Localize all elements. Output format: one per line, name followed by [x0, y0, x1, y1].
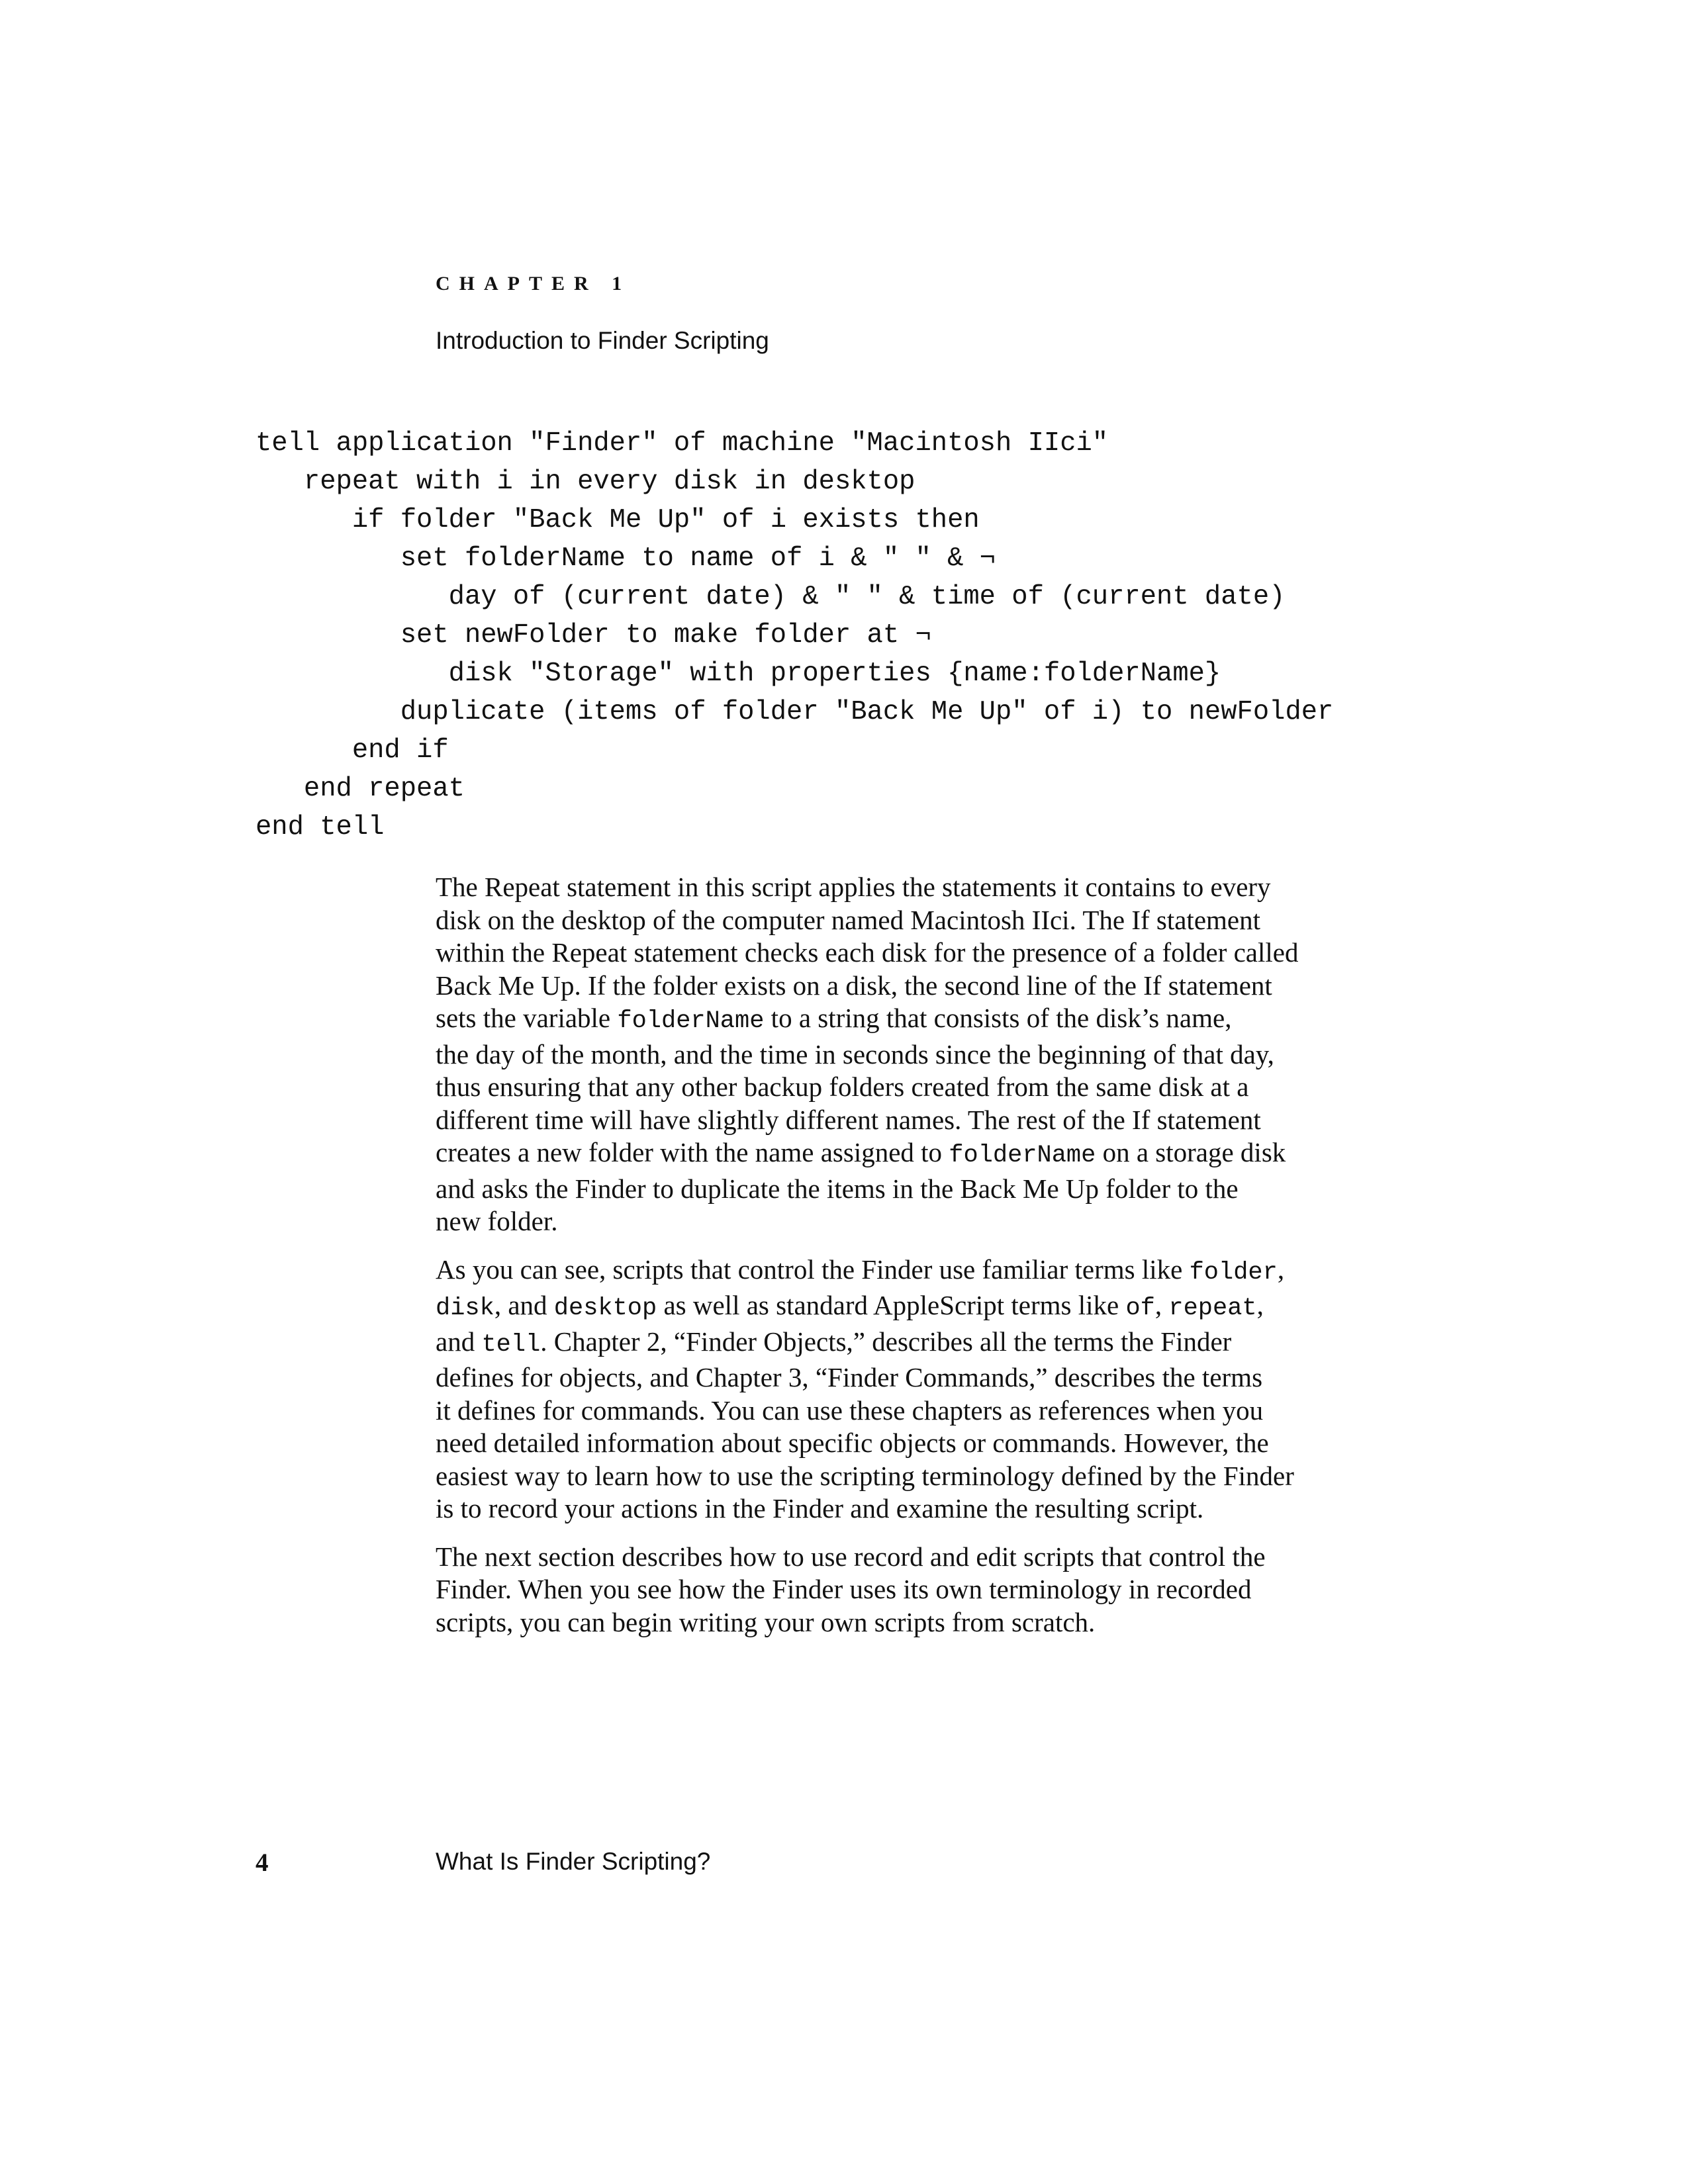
text-line: thus ensuring that any other backup folders created from the same disk at a [436, 1071, 1249, 1102]
code-line: end tell [256, 812, 385, 842]
page-number: 4 [256, 1848, 269, 1877]
body-text [436, 871, 1395, 1654]
text-line: Back Me Up. If the folder exists on a disk, the second line of the If statement [436, 970, 1272, 1001]
text-run: creates a new folder with the name assigned to [436, 1137, 949, 1167]
text-run: , [1154, 1290, 1169, 1320]
text-line: different time will have slightly different names. The rest of the If statement [436, 1104, 1261, 1135]
text-line [436, 1136, 1395, 1173]
text-line: new folder. [436, 1206, 558, 1236]
text-run: to a string that consists of the disk’s name, [764, 1003, 1232, 1033]
text-line [436, 1002, 1395, 1038]
inline-code: disk [436, 1295, 494, 1322]
text-run: . Chapter 2, “Finder Objects,” describes all the terms the Finder [540, 1326, 1232, 1357]
text-run: as well as standard AppleScript terms like [657, 1290, 1126, 1320]
inline-code: folderName [949, 1142, 1096, 1169]
text-run: sets the variable [436, 1003, 618, 1033]
inline-code: tell [481, 1330, 541, 1359]
code-listing [256, 424, 1333, 846]
paragraph-terminology [436, 1253, 1395, 1525]
text-line: Finder. When you see how the Finder uses its own terminology in recorded [436, 1574, 1252, 1604]
code-line: end if [256, 735, 449, 766]
inline-code: folderName [617, 1007, 765, 1035]
code-line: tell application "Finder" of machine "Macintosh IIci" [256, 428, 1109, 459]
code-line: disk "Storage" with properties {name:folderName} [256, 659, 1221, 689]
text-line: The next section describes how to use record and edit scripts that control the [436, 1541, 1266, 1572]
code-line: if folder "Back Me Up" of i exists then [256, 505, 980, 535]
text-run: and [436, 1326, 482, 1357]
text-run: , [1277, 1253, 1285, 1285]
code-line: set newFolder to make folder at ¬ [256, 620, 931, 651]
chapter-label: CHAPTER 1 [436, 273, 632, 295]
code-line: end repeat [256, 774, 465, 804]
code-line: duplicate (items of folder "Back Me Up" of i) to newFolder [256, 697, 1334, 727]
code-line: day of (current date) & " " & time of (current date) [256, 582, 1286, 612]
footer-section-title: What Is Finder Scripting? [436, 1848, 711, 1875]
text-run: , and [494, 1290, 554, 1320]
inline-code: folder [1189, 1258, 1278, 1287]
text-run: on a storage disk [1096, 1137, 1286, 1167]
text-line: within the Repeat statement checks each disk for the presence of a folder called [436, 937, 1299, 968]
text-line [436, 1253, 1395, 1290]
text-line: The Repeat statement in this script applies the statements it contains to every [436, 872, 1271, 902]
text-line: the day of the month, and the time in seconds since the beginning of that day, [436, 1038, 1274, 1069]
chapter-title: Introduction to Finder Scripting [436, 327, 769, 354]
inline-code: repeat [1168, 1295, 1257, 1322]
text-line: it defines for commands. You can use these chapters as references when you [436, 1394, 1264, 1426]
text-line [436, 1326, 1395, 1362]
text-line: and asks the Finder to duplicate the items in the Back Me Up folder to the [436, 1173, 1239, 1204]
code-line: repeat with i in every disk in desktop [256, 467, 915, 497]
text-line: defines for objects, and Chapter 3, “Finder Commands,” describes the terms [436, 1362, 1263, 1392]
text-line: need detailed information about specific objects or commands. However, the [436, 1428, 1269, 1458]
text-line: scripts, you can begin writing your own scripts from scratch. [436, 1606, 1096, 1637]
text-line: is to record your actions in the Finder and examine the resulting script. [436, 1493, 1204, 1524]
text-run: , [1256, 1290, 1264, 1320]
inline-code: desktop [553, 1295, 657, 1322]
text-run: As you can see, scripts that control the Finder use familiar terms like [436, 1253, 1190, 1285]
text-line: disk on the desktop of the computer named Macintosh IIci. The If statement [436, 904, 1260, 935]
paragraph-repeat-explanation [436, 871, 1395, 1238]
text-line: easiest way to learn how to use the scripting terminology defined by the Finder [436, 1460, 1294, 1491]
inline-code: of [1125, 1295, 1155, 1322]
paragraph-next-section [436, 1541, 1395, 1639]
text-line [436, 1289, 1395, 1326]
code-line: set folderName to name of i & " " & ¬ [256, 543, 996, 574]
